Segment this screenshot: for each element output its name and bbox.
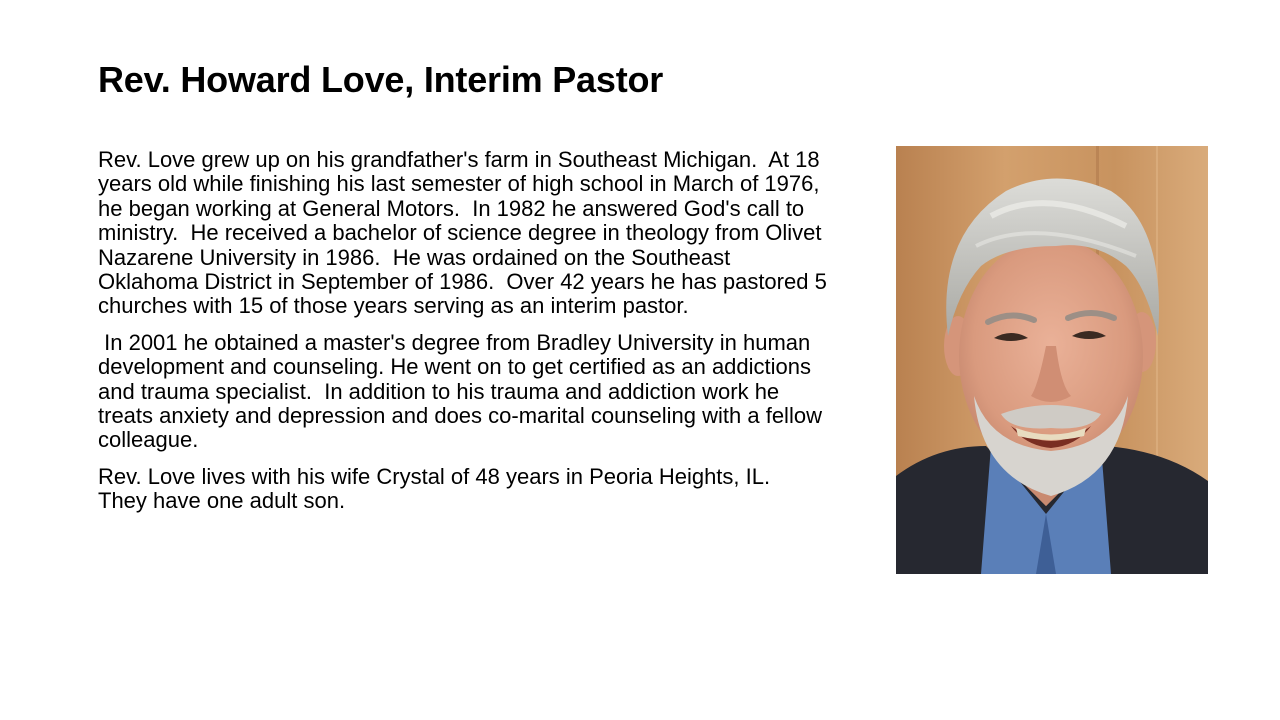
portrait-illustration — [896, 146, 1208, 574]
bio-paragraph-2: In 2001 he obtained a master's degree from Bradley University in human development and counseling. He went on to get certified as an addictions and trauma specialist. In addition to his trauma and addiction work he treats anxiety and depression and does co-marital counseling with a fellow colleague. — [98, 329, 829, 453]
bio-paragraph-1: Rev. Love grew up on his grandfather's farm in Southeast Michigan. At 18 years old while finishing his last semester of high school in March of 1976, he began working at General Motors. In 1982 he answered God's call to ministry. He received a bachelor of science degree in theology from Olivet Nazarene University in 1986. He was ordained on the Southeast Oklahoma District in September of 1986. Over 42 years he has pastored 5 churches with 15 of those years serving as an interim pastor. — [98, 147, 833, 319]
bio-text — [98, 147, 833, 526]
slide-title: Rev. Howard Love, Interim Pastor — [98, 59, 664, 100]
bio-paragraph-3: Rev. Love lives with his wife Crystal of 48 years in Peoria Heights, IL. They have one adult son. — [98, 463, 782, 514]
pastor-portrait-photo — [896, 146, 1208, 574]
